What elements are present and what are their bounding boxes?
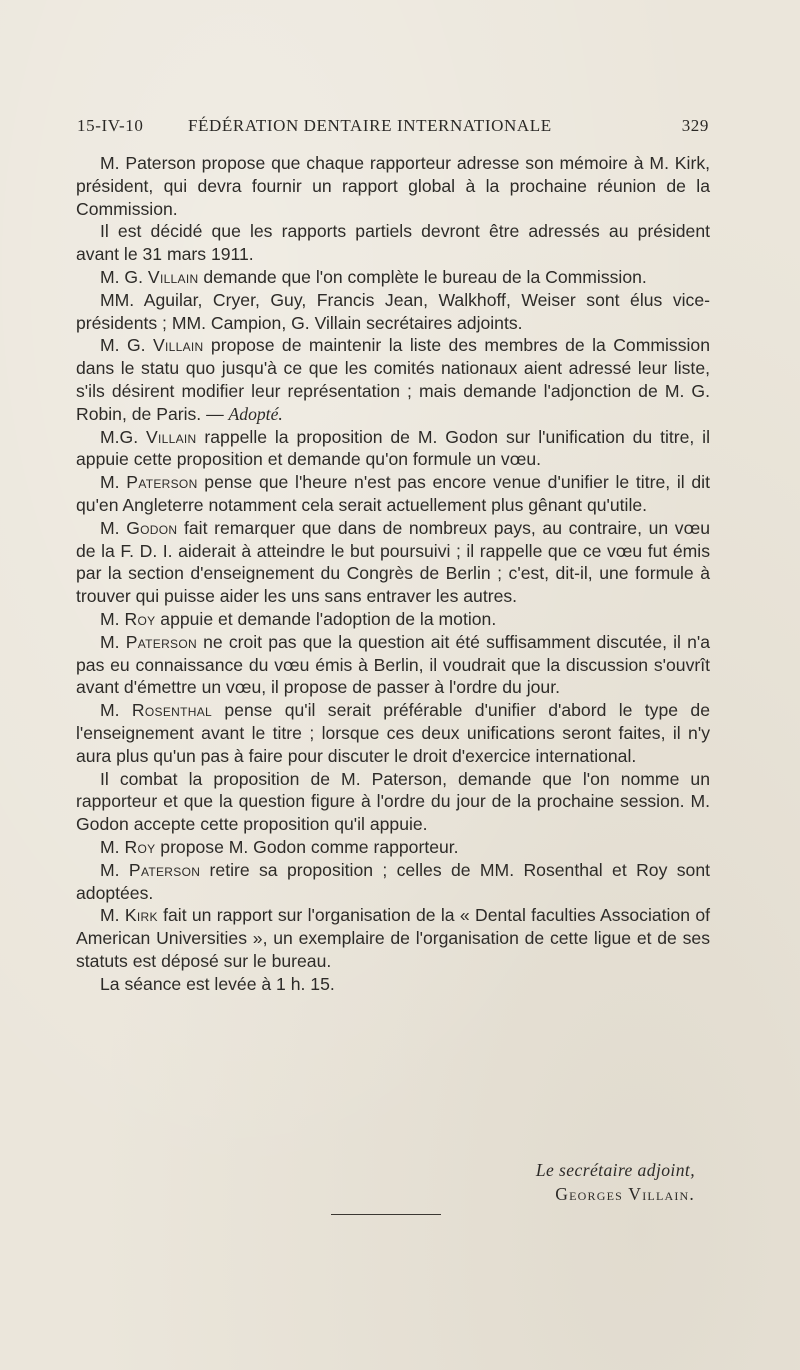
speaker-prefix: M. — [100, 836, 125, 857]
paragraph-text: Il est décidé que les rapports partiels devront être adressés au président avant le 31 mars 1911. — [76, 221, 710, 265]
speaker-prefix: M. G. — [100, 335, 153, 356]
speaker-prefix: M. — [100, 517, 127, 538]
paragraph — [76, 152, 710, 220]
paragraph-text: retire sa proposition ; celles de MM. Rosenthal et Roy sont adoptées. — [76, 859, 710, 903]
speaker-name: Villain — [152, 335, 204, 356]
speaker-name: Rosenthal — [131, 700, 213, 721]
running-head — [77, 116, 709, 142]
paragraph — [76, 289, 710, 335]
signature-title: Le secrétaire adjoint, — [535, 1160, 695, 1180]
paragraph — [76, 973, 710, 996]
paragraph-text: Il combat la proposition de M. Paterson, demande que l'on nomme un rapporteur et que la question figure à l'ordre du jour de la prochaine session. M. Godon accepte cette proposition qu'il appuie. — [76, 768, 710, 835]
paragraph-text: ne croit pas que la question ait été suffisamment discutée, il n'a pas eu connaissance du vœu émis à Berlin, il voudrait que la discussion s'ouvrît avant d'émettre un vœu, il propose de passer à l'ordre du jour. — [76, 631, 710, 698]
speaker-name: Paterson — [126, 472, 198, 493]
speaker-name: Villain — [147, 266, 199, 287]
paragraph-text: rappelle la proposition de M. Godon sur l'unification du titre, il appuie cette proposition et demande qu'on formule un vœu. — [76, 426, 710, 470]
verdict: Adopté. — [228, 403, 283, 424]
paragraph — [76, 334, 710, 425]
paragraph — [76, 471, 710, 517]
speaker-prefix: M. — [100, 700, 132, 721]
signature-block — [536, 1158, 695, 1206]
paragraph-text: La séance est levée à 1 h. 15. — [100, 973, 335, 994]
paragraph-text: pense que l'heure n'est pas encore venue d'unifier le titre, il dit qu'en Angleterre notamment cela serait actuellement plus gênant qu'utile. — [76, 472, 710, 515]
paragraph — [76, 859, 710, 905]
speaker-prefix: M.G. — [100, 426, 146, 447]
paragraph — [76, 904, 710, 972]
paragraph-text: pense qu'il serait préférable d'unifier d'abord le type de l'enseignement avant le titre ; lorsque ces deux unifications seront faites, il n'y aura plus qu'un pas à faire pour discuter le droit d'exercice international. — [76, 700, 710, 766]
header-title: FÉDÉRATION DENTAIRE INTERNATIONALE — [188, 116, 552, 135]
speaker-name: Godon — [126, 517, 178, 538]
speaker-name: Roy — [124, 836, 156, 857]
paragraph — [76, 768, 710, 836]
paragraph — [76, 220, 710, 266]
speaker-prefix: M. G. — [100, 266, 148, 287]
paragraph — [76, 426, 710, 472]
speaker-prefix: M. — [100, 608, 125, 629]
body-text — [76, 152, 710, 995]
page-number: 329 — [681, 116, 709, 135]
paragraph-text: fait remarquer que dans de nombreux pays, au contraire, un vœu de la F. D. I. aiderait à atteindre le but poursuivi ; il rappelle que ce vœu fut émis par la section d'enseignement du Congrès de Berlin ; c'est, dit-il, une formule à trouver qui puisse aider les uns sans entraver les autres. — [76, 517, 710, 607]
paragraph — [76, 608, 710, 631]
speaker-name: Paterson — [125, 631, 197, 652]
end-rule — [331, 1214, 441, 1215]
paragraph — [76, 517, 710, 608]
paragraph — [76, 836, 710, 859]
speaker-name: Roy — [124, 608, 156, 629]
speaker-name: Kirk — [124, 905, 158, 926]
paragraph-text: propose M. Godon comme rapporteur. — [155, 836, 459, 857]
paragraph-text: fait un rapport sur l'organisation de la « Dental faculties Association of American Universities », un exemplaire de l'organisation de cette ligue et de ses statuts est déposé sur le bureau. — [76, 905, 710, 971]
speaker-name: Paterson — [128, 859, 201, 880]
paragraph — [76, 699, 710, 767]
speaker-prefix: M. — [100, 631, 126, 652]
paragraph-text: appuie et demande l'adoption de la motion. — [155, 608, 497, 629]
paragraph-text: propose de maintenir la liste des membres de la Commission dans le statu quo jusqu'à ce que les comités nationaux aient adressé leur liste, s'ils désirent modifier leur représentation ; mais demande l'adjonction de M. G. Robin, de Paris. — — [76, 335, 710, 424]
speaker-prefix: M. — [100, 859, 129, 880]
header-date: 15-IV-10 — [77, 116, 144, 135]
paragraph-text: MM. Aguilar, Cryer, Guy, Francis Jean, Walkhoff, Weiser sont élus vice-présidents ; MM. Campion, G. Villain secrétaires adjoints. — [76, 289, 710, 333]
speaker-prefix: M. — [100, 472, 127, 493]
paragraph — [76, 266, 710, 289]
speaker-name: Villain — [146, 426, 197, 447]
paragraph-text: M. Paterson propose que chaque rapporteur adresse son mémoire à M. Kirk, président, qui devra fournir un rapport global à la prochaine réunion de la Commission. — [76, 153, 710, 219]
speaker-prefix: M. — [100, 905, 125, 926]
paragraph-text: demande que l'on complète le bureau de la Commission. — [198, 266, 647, 287]
signature-name: Georges Villain. — [555, 1184, 695, 1204]
paragraph — [76, 631, 710, 699]
